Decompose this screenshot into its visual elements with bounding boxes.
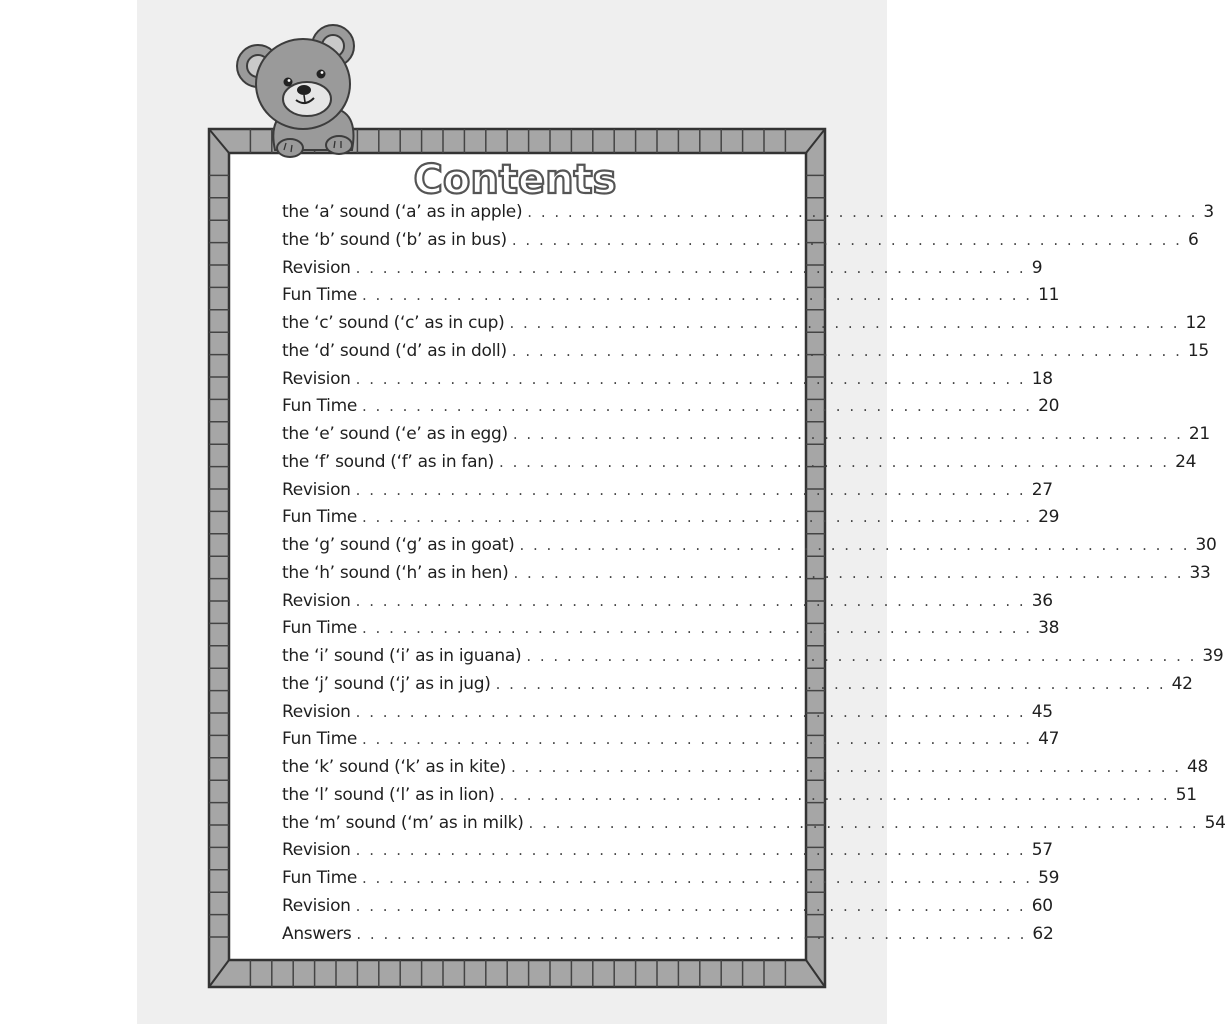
toc-entry (282, 504, 1060, 532)
toc-entry-label: Fun Time (282, 396, 358, 417)
dot-leader: . . . . . . . . . . . . . . . . . . . . . . . . . . . . . . . . . . . . . . . . . . . . . . . . . . (495, 674, 1166, 693)
dot-leader: . . . . . . . . . . . . . . . . . . . . . . . . . . . . . . . . . . . . . . . . . . . . . . . . . . (355, 480, 1026, 499)
dot-leader: . . . . . . . . . . . . . . . . . . . . . . . . . . . . . . . . . . . . . . . . . . . . . . . . . . (355, 591, 1026, 610)
toc-entry-page-number: 11 (1038, 285, 1060, 306)
toc-entry (282, 671, 1193, 699)
toc-entry-page-number: 24 (1175, 451, 1197, 472)
toc-entry (282, 310, 1207, 338)
toc-entry-page-number: 38 (1038, 618, 1060, 639)
dot-leader: . . . . . . . . . . . . . . . . . . . . . . . . . . . . . . . . . . . . . . . . . . . . . . . . . . (362, 869, 1033, 887)
toc-entry-label: the ‘j’ sound (‘j’ as in jug) (282, 673, 491, 694)
toc-entry (282, 837, 1053, 865)
toc-entry-page-number: 57 (1031, 840, 1053, 861)
dot-leader: . . . . . . . . . . . . . . . . . . . . . . . . . . . . . . . . . . . . . . . . . . . . . . . . . . (511, 230, 1182, 249)
toc-entry (282, 227, 1199, 255)
toc-entry (282, 199, 1214, 227)
toc-entry (282, 921, 1054, 949)
toc-entry (282, 810, 1226, 838)
dot-leader: . . . . . . . . . . . . . . . . . . . . . . . . . . . . . . . . . . . . . . . . . . . . . . . . . . (499, 785, 1170, 804)
toc-entry-label: the ‘d’ sound (‘d’ as in doll) (282, 340, 507, 361)
dot-leader: . . . . . . . . . . . . . . . . . . . . . . . . . . . . . . . . . . . . . . . . . . . . . . . . . . (519, 536, 1190, 554)
dot-leader: . . . . . . . . . . . . . . . . . . . . . . . . . . . . . . . . . . . . . . . . . . . . . . . . . . (499, 452, 1170, 471)
toc-entry (282, 560, 1211, 588)
toc-entry-page-number: 36 (1031, 590, 1053, 611)
toc-entry-page-number: 54 (1204, 812, 1226, 833)
toc-entry-label: Fun Time (282, 729, 358, 750)
dot-leader: . . . . . . . . . . . . . . . . . . . . . . . . . . . . . . . . . . . . . . . . . . . . . . . . . . (355, 896, 1026, 915)
toc-entry-label: the ‘a’ sound (‘a’ as in apple) (282, 202, 523, 222)
toc-entry (282, 615, 1060, 643)
toc-entry-page-number: 21 (1188, 424, 1210, 444)
toc-entry-label: Answers (282, 923, 352, 944)
dot-leader: . . . . . . . . . . . . . . . . . . . . . . . . . . . . . . . . . . . . . . . . . . . . . . . . . . (356, 924, 1027, 943)
dot-leader: . . . . . . . . . . . . . . . . . . . . . . . . . . . . . . . . . . . . . . . . . . . . . . . . . . (362, 619, 1033, 638)
toc-entry-label: the ‘m’ sound (‘m’ as in milk) (282, 812, 524, 833)
toc-entry-page-number: 27 (1031, 479, 1053, 500)
toc-entry (282, 865, 1060, 893)
dot-leader: . . . . . . . . . . . . . . . . . . . . . . . . . . . . . . . . . . . . . . . . . . . . . . . . . . (355, 369, 1026, 388)
dot-leader: . . . . . . . . . . . . . . . . . . . . . . . . . . . . . . . . . . . . . . . . . . . . . . . . . . (362, 286, 1033, 305)
dot-leader: . . . . . . . . . . . . . . . . . . . . . . . . . . . . . . . . . . . . . . . . . . . . . . . . . . (512, 425, 1183, 443)
toc-entry-label: Fun Time (282, 618, 358, 639)
toc-entry-page-number: 15 (1187, 340, 1209, 361)
toc-entry-label: Fun Time (282, 285, 358, 306)
toc-entry-page-number: 12 (1185, 313, 1207, 333)
toc-entry (282, 754, 1209, 782)
toc-entry-page-number: 48 (1187, 757, 1209, 777)
toc-entry-page-number: 62 (1032, 923, 1054, 944)
toc-entry-label: Revision (282, 590, 351, 611)
toc-entry-page-number: 18 (1031, 368, 1053, 389)
dot-leader: . . . . . . . . . . . . . . . . . . . . . . . . . . . . . . . . . . . . . . . . . . . . . . . . . . (526, 647, 1197, 665)
dot-leader: . . . . . . . . . . . . . . . . . . . . . . . . . . . . . . . . . . . . . . . . . . . . . . . . . . (528, 813, 1199, 832)
toc-entry-label: Revision (282, 479, 351, 500)
toc-entry-label: the ‘f’ sound (‘f’ as in fan) (282, 451, 495, 472)
dot-leader: . . . . . . . . . . . . . . . . . . . . . . . . . . . . . . . . . . . . . . . . . . . . . . . . . . (527, 203, 1198, 221)
toc-entry-label: the ‘c’ sound (‘c’ as in cup) (282, 313, 505, 333)
toc-entry-page-number: 60 (1031, 895, 1053, 916)
toc-entry-label: Fun Time (282, 868, 358, 888)
toc-entry (282, 282, 1060, 310)
toc-entry-page-number: 59 (1038, 868, 1060, 888)
dot-leader: . . . . . . . . . . . . . . . . . . . . . . . . . . . . . . . . . . . . . . . . . . . . . . . . . . (362, 508, 1033, 527)
toc-entry-label: the ‘i’ sound (‘i’ as in iguana) (282, 646, 522, 666)
dot-leader: . . . . . . . . . . . . . . . . . . . . . . . . . . . . . . . . . . . . . . . . . . . . . . . . . . (355, 702, 1026, 721)
toc-entry-label: the ‘g’ sound (‘g’ as in goat) (282, 535, 515, 555)
toc-entry (282, 699, 1053, 727)
toc-entry-label: the ‘h’ sound (‘h’ as in hen) (282, 562, 509, 583)
toc-entry-label: Revision (282, 368, 351, 389)
dot-leader: . . . . . . . . . . . . . . . . . . . . . . . . . . . . . . . . . . . . . . . . . . . . . . . . . . (511, 341, 1182, 360)
toc-entry-label: Revision (282, 257, 351, 278)
dot-leader: . . . . . . . . . . . . . . . . . . . . . . . . . . . . . . . . . . . . . . . . . . . . . . . . . . (509, 314, 1180, 332)
toc-entry-page-number: 39 (1202, 646, 1224, 666)
dot-leader: . . . . . . . . . . . . . . . . . . . . . . . . . . . . . . . . . . . . . . . . . . . . . . . . . . (513, 563, 1184, 582)
toc-entry-page-number: 6 (1187, 229, 1199, 250)
toc-entry (282, 393, 1060, 421)
toc-entry (282, 338, 1209, 366)
dot-leader: . . . . . . . . . . . . . . . . . . . . . . . . . . . . . . . . . . . . . . . . . . . . . . . . . . (510, 758, 1182, 776)
toc-entry-page-number: 42 (1171, 673, 1193, 694)
toc-entry-page-number: 47 (1038, 729, 1060, 750)
toc-entry (282, 366, 1053, 394)
toc-entry-page-number: 33 (1189, 562, 1211, 583)
toc-entry-label: the ‘e’ sound (‘e’ as in egg) (282, 424, 508, 444)
toc-entry (282, 782, 1197, 810)
toc-entry-label: the ‘k’ sound (‘k’ as in kite) (282, 757, 506, 777)
toc-entry (282, 726, 1060, 754)
dot-leader: . . . . . . . . . . . . . . . . . . . . . . . . . . . . . . . . . . . . . . . . . . . . . . . . . . (355, 258, 1026, 277)
toc-entry-page-number: 3 (1203, 202, 1214, 222)
toc-entry-page-number: 51 (1175, 784, 1197, 805)
toc-entry (282, 643, 1224, 671)
table-of-contents (282, 199, 1226, 948)
toc-entry-page-number: 45 (1031, 701, 1053, 722)
page-title: Contents (413, 157, 617, 203)
toc-entry-page-number: 9 (1031, 257, 1043, 278)
dot-leader: . . . . . . . . . . . . . . . . . . . . . . . . . . . . . . . . . . . . . . . . . . . . . . . . . . (362, 397, 1033, 416)
toc-entry-page-number: 30 (1195, 535, 1217, 555)
toc-entry-page-number: 20 (1038, 396, 1060, 417)
toc-entry-label: Revision (282, 895, 351, 916)
toc-entry (282, 421, 1210, 449)
toc-entry-label: Revision (282, 840, 351, 861)
toc-entry-label: Revision (282, 701, 351, 722)
toc-entry (282, 449, 1197, 477)
dot-leader: . . . . . . . . . . . . . . . . . . . . . . . . . . . . . . . . . . . . . . . . . . . . . . . . . . (355, 841, 1026, 860)
dot-leader: . . . . . . . . . . . . . . . . . . . . . . . . . . . . . . . . . . . . . . . . . . . . . . . . . . (362, 730, 1033, 749)
toc-entry (282, 588, 1053, 616)
toc-entry-label: Fun Time (282, 507, 358, 528)
toc-entry (282, 532, 1217, 560)
toc-entry (282, 893, 1053, 921)
toc-entry-page-number: 29 (1038, 507, 1060, 528)
toc-entry-label: the ‘l’ sound (‘l’ as in lion) (282, 784, 495, 805)
toc-entry (282, 255, 1043, 283)
toc-entry-label: the ‘b’ sound (‘b’ as in bus) (282, 229, 507, 250)
toc-entry (282, 477, 1053, 505)
